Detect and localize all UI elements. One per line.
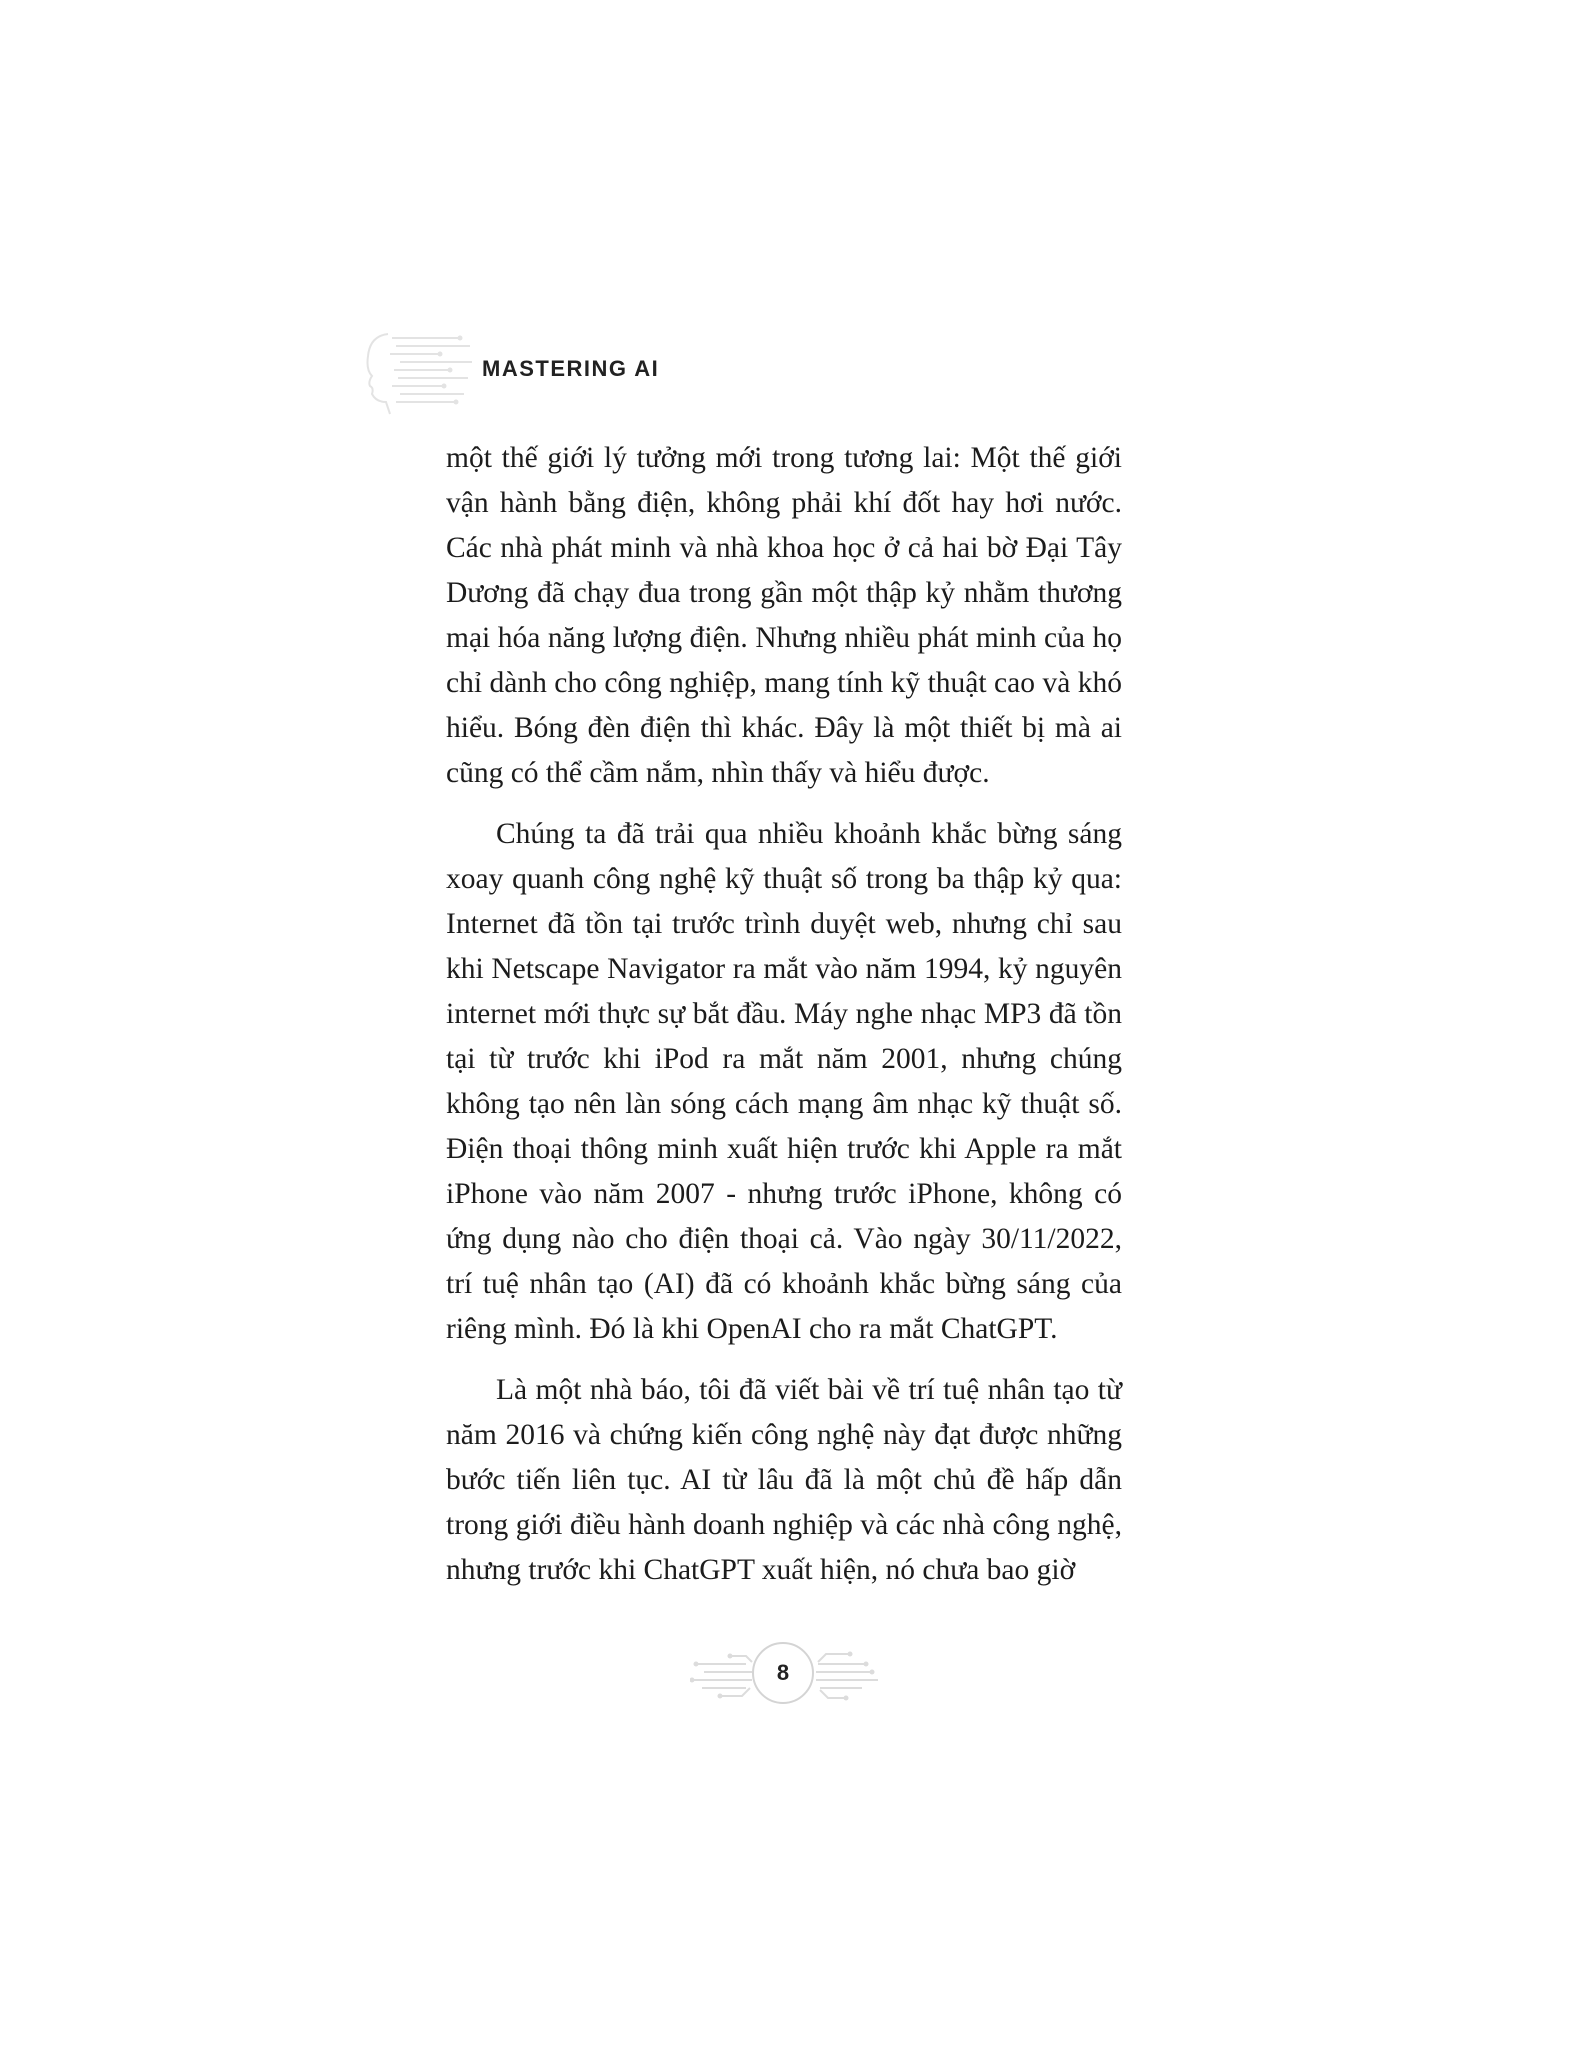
- page-number: 8: [776, 1660, 790, 1685]
- book-title: MASTERING AI: [482, 356, 660, 381]
- page-number-badge: [752, 1642, 814, 1704]
- page-body: [446, 436, 1122, 1609]
- paragraph: một thế giới lý tưởng mới trong tương lai: Một thế giới vận hành bằng điện, không phải khí đốt hay hơi nước. Các nhà phát minh và nhà khoa học ở cả hai bờ Đại Tây Dương đã chạy đua trong gần một thập kỷ nhằm thương mại hóa năng lượng điện. Nhưng nhiều phát minh của họ chỉ dành cho công nghiệp, mang tính kỹ thuật cao và khó hiểu. Bóng đèn điện thì khác. Đây là một thiết bị mà ai cũng có thể cầm nắm, nhìn thấy và hiểu được.: [446, 442, 1122, 789]
- running-header: [360, 326, 760, 416]
- paragraph: Là một nhà báo, tôi đã viết bài về trí tuệ nhân tạo từ năm 2016 và chứng kiến công nghệ này đạt được những bước tiến liên tục. AI từ lâu đã là một chủ đề hấp dẫn trong giới điều hành doanh nghiệp và các nhà công nghệ, nhưng trước khi ChatGPT xuất hiện, nó chưa bao giờ: [446, 1374, 1122, 1586]
- paragraph: Chúng ta đã trải qua nhiều khoảnh khắc bừng sáng xoay quanh công nghệ kỹ thuật số trong ba thập kỷ qua: Internet đã tồn tại trước trình duyệt web, nhưng chỉ sau khi Netscape Navigator ra mắt vào năm 1994, kỷ nguyên internet mới thực sự bắt đầu. Máy nghe nhạc MP3 đã tồn tại từ trước khi iPod ra mắt năm 2001, nhưng chúng không tạo nên làn sóng cách mạng âm nhạc kỹ thuật số. Điện thoại thông minh xuất hiện trước khi Apple ra mắt iPhone vào năm 2007 - nhưng trước iPhone, không có ứng dụng nào cho điện thoại cả. Vào ngày 30/11/2022, trí tuệ nhân tạo (AI) đã có khoảnh khắc bừng sáng của riêng mình. Đó là khi OpenAI cho ra mắt ChatGPT.: [446, 818, 1122, 1345]
- page-footer: [690, 1638, 880, 1712]
- circuit-head-ornament-icon: [360, 326, 480, 416]
